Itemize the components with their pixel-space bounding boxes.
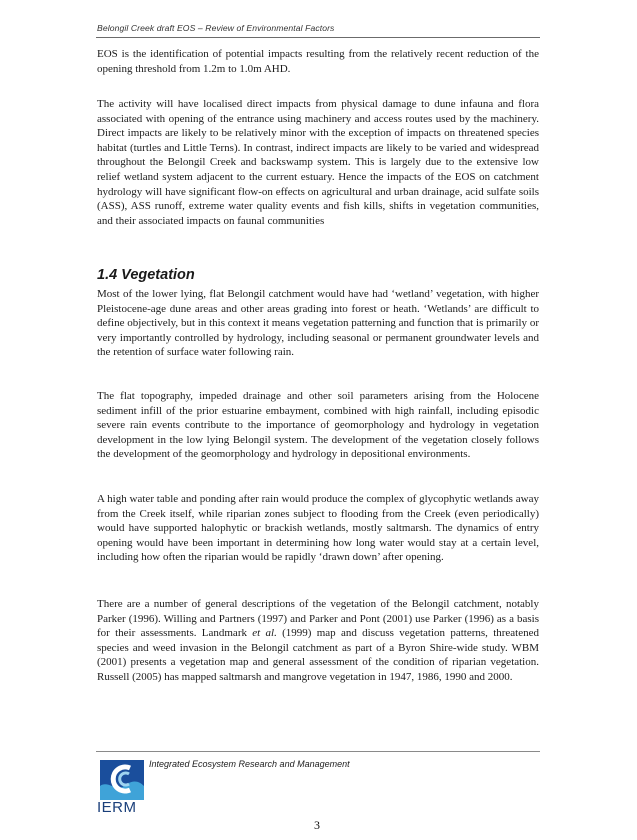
references-text-b: (1999) map and discuss vegetation patterns, threatened species and weed invasion in the Belongil catchment as part of a Byron Shire-wide study. WBM (2001) presents a vegetation map and general assessment of the condition of riparian vegetation. Russell (2005) has mapped saltmarsh and mangrove vegetation in 1947, 1986, 1990 and 2000. — [97, 627, 539, 683]
ierm-logo-icon — [100, 760, 144, 800]
running-header: Belongil Creek draft EOS – Review of Environmental Factors — [97, 23, 335, 33]
intro-paragraph-2: The activity will have localised direct impacts from physical damage to dune infauna and flora associated with opening of the entrance using machinery and access routes used by the machinery. Direct impacts are likely to be relatively minor with the exception of impacts on threatened species habitat (turtles and Little Terns). In contrast, indirect impacts are likely to be varied and widespread throughout the Belongil Creek and backswamp system. This is largely due to the extensive low relief wetland system adjacent to the current estuary. Hence the impacts of the EOS on catchment hydrology will have significant flow-on effects on agricultural and urban drainage, acid sulfate soils (ASS), ASS runoff, extreme water quality events and fish kills, shifts in vegetation communities, and their associated impacts on faunal communities — [97, 98, 539, 227]
page-number: 3 — [314, 818, 320, 832]
logo-wordmark: IERM — [97, 799, 137, 816]
organisation-name: Integrated Ecosystem Research and Management — [149, 759, 350, 769]
vegetation-paragraph-3: A high water table and ponding after rain would produce the complex of glycophytic wetlands away from the Creek itself, while riparian zones subject to flooding from the Creek (even periodically) would have supported halophytic or brackish wetlands, mostly saltmarsh. The dynamics of entry opening would have been important in determining how long water would stay at a certain level, including how often the riparian would be rapidly ‘drawn down’ after opening. — [97, 493, 539, 564]
footer-divider — [96, 751, 540, 752]
references-text-a: There are a number of general descriptions of the vegetation of the Belongil catchment, notably Parker (1996). Willing and Partners (1997) and Parker and Pont (2001) use Parker (1996) as a basis for their assessments. Landmark — [97, 598, 539, 640]
intro-paragraph-1: EOS is the identification of potential impacts resulting from the relatively recent reduction of the opening threshold from 1.2m to 1.0m AHD. — [97, 48, 539, 75]
header-divider — [96, 37, 540, 38]
vegetation-paragraph-1: Most of the lower lying, flat Belongil catchment would have had ‘wetland’ vegetation, with higher Pleistocene-age dune areas and other areas grading into forest or heath. ‘Wetlands’ are difficult to define objectively, but in this context it means vegetation patterning and function that is primarily or very importantly controlled by hydrology, including seasonal or permanent groundwater levels and the retention of surface water following rain. — [97, 288, 539, 359]
et-al-italic: et al. — [252, 627, 277, 640]
vegetation-paragraph-2: The flat topography, impeded drainage and other soil parameters arising from the Holocene sediment infill of the prior estuarine embayment, combined with high rainfall, including episodic severe rain events contribute to the importance of geomorphology and hydrology in vegetation development in the low lying Belongil system. The development of the vegetation closely follows the development of the geomorphology and hydrology in depositional environments. — [97, 390, 539, 461]
vegetation-paragraph-4 — [97, 597, 539, 685]
section-heading: 1.4 Vegetation — [97, 267, 195, 283]
